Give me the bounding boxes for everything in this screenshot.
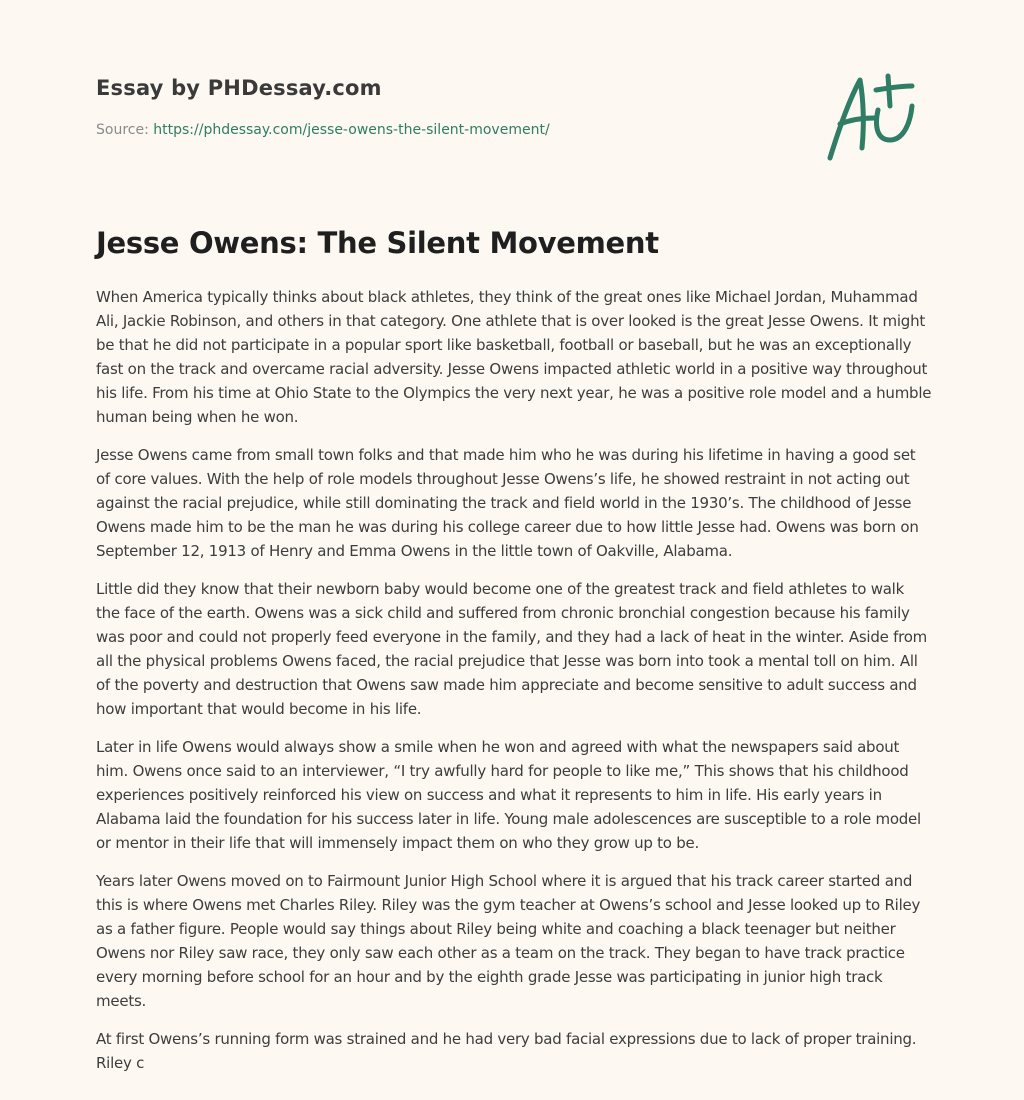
site-title: Essay by PHDessay.com — [96, 76, 382, 100]
source-line — [96, 122, 796, 138]
essay-paragraph: Jesse Owens came from small town folks and that made him who he was during his lifetime in having a good set of core values. With the help of role models throughout Jesse Owens’s life, he showed restraint in not acting out against the racial prejudice, while still dominating the track and field world in the 1930’s. The childhood of Jesse Owens made him to be the man he was during his college career due to how little Jesse had. Owens was born on September 12, 1913 of Henry and Emma Owens in the little town of Oakville, Alabama. — [96, 446, 919, 560]
essay-paragraph: Later in life Owens would always show a smile when he won and agreed with what the newspapers said about him. Owens once said to an interviewer, “I try awfully hard for people to like me,” This shows that his childhood experiences positively reinforced his view on success and what it represents to him in life. His early years in Alabama laid the foundation for his success later in life. Young male adolescences are susceptible to a role model or mentor in their life that will immensely impact them on who they grow up to be. — [96, 738, 921, 852]
essay-paragraph: When America typically thinks about black athletes, they think of the great ones like Michael Jordan, Muhammad Ali, Jackie Robinson, and others in that category. One athlete that is over looked is the great Jesse Owens. It might be that he did not participate in a popular sport like basketball, football or baseball, but he was an exceptionally fast on the track and overcame racial adversity. Jesse Owens impacted athletic world in a positive way throughout his life. From his time at Ohio State to the Olympics the very next year, he was a positive role model and a humble human being when he won. — [96, 288, 932, 426]
source-label: Source: — [96, 122, 149, 138]
site-header — [96, 76, 796, 138]
essay-paragraph: Little did they know that their newborn baby would become one of the greatest track and field athletes to walk the face of the earth. Owens was a sick child and suffered from chronic bronchial congestion because his family was poor and could not properly feed everyone in the family, and they had a lack of heat in the winter. Aside from all the physical problems Owens faced, the racial prejudice that Jesse was born into took a mental toll on him. All of the poverty and destruction that Owens saw made him appreciate and become sensitive to adult success and how important that would become in his life. — [96, 580, 928, 718]
essay-title: Jesse Owens: The Silent Movement — [96, 226, 659, 260]
essay-body — [96, 285, 932, 1089]
a-plus-grade-icon — [818, 62, 930, 166]
source-link[interactable]: https://phdessay.com/jesse-owens-the-silent-movement/ — [153, 122, 550, 138]
essay-paragraph: Years later Owens moved on to Fairmount Junior High School where it is argued that his track career started and this is where Owens met Charles Riley. Riley was the gym teacher at Owens’s school and Jesse looked up to Riley as a father figure. People would say things about Riley being white and coaching a black teenager but neither Owens nor Riley saw race, they only saw each other as a team on the track. They began to have track practice every morning before school for an hour and by the eighth grade Jesse was participating in junior high track meets. — [96, 872, 921, 1010]
essay-paragraph: At first Owens’s running form was strained and he had very bad facial expressions due to lack of proper training. Riley c — [96, 1030, 917, 1072]
